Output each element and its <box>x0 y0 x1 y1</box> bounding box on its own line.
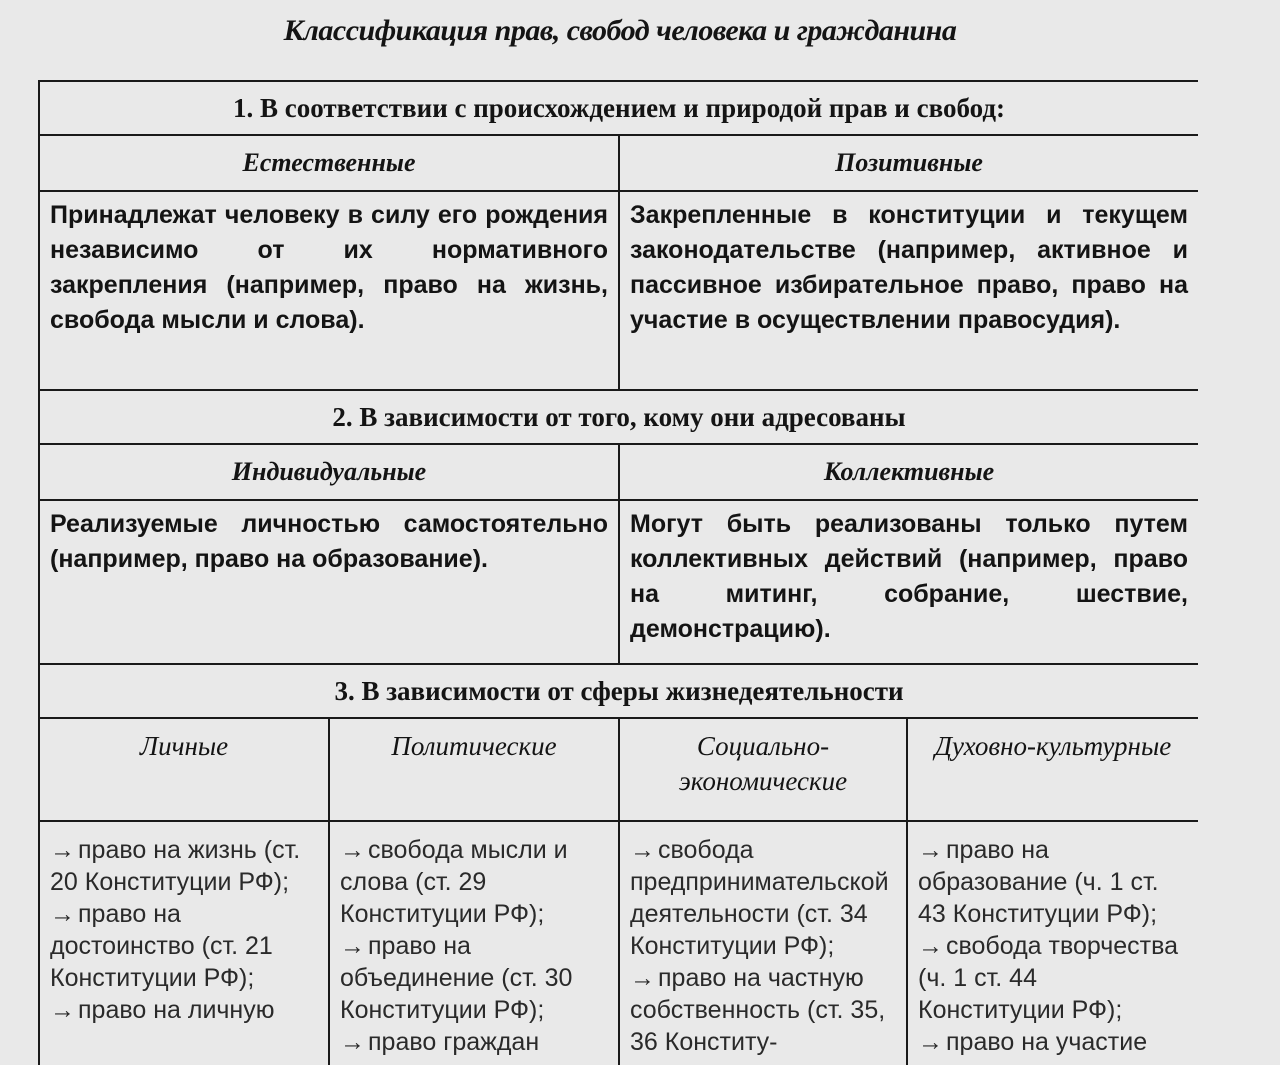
section-1-heading: 1. В соответствии с происхождением и природой прав и свобод: <box>39 81 1198 135</box>
category-spiritual-cultural: Духовно-культурные <box>907 718 1198 821</box>
list-item: → право на частную собственность (ст. 35, 36 Конститу- <box>630 964 886 1056</box>
category-socio-economic: Социально-экономические <box>619 718 907 821</box>
category-collective: Коллективные <box>619 444 1198 500</box>
section-1-description-row <box>39 191 1198 390</box>
category-personal: Личные <box>39 718 329 821</box>
spiritual-cultural-rights-list <box>907 821 1198 1065</box>
category-positive: Позитивные <box>619 135 1198 191</box>
list-item: → свобода мысли и слова (ст. 29 Конституции РФ); <box>340 836 568 928</box>
classification-table <box>38 80 1198 1065</box>
section-3-category-row <box>39 718 1198 821</box>
arrow-right-icon: → <box>340 1028 365 1056</box>
individual-description: Реализуемые личностью самостоятельно (например, право на образование). <box>39 500 619 664</box>
category-political: Политические <box>329 718 619 821</box>
arrow-right-icon: → <box>50 836 75 864</box>
page-title: Классификация прав, свобод человека и гражданина <box>283 14 957 47</box>
section-1-heading-row <box>39 81 1198 135</box>
list-item: → право на достоинство (ст. 21 Конституции РФ); <box>50 900 273 992</box>
socio-economic-rights-list <box>619 821 907 1065</box>
classification-table-wrapper <box>38 80 1198 1065</box>
section-3-heading: 3. В зависимости от сферы жизнедеятельности <box>39 664 1198 718</box>
list-item: → свобода предпринимательской деятельности (ст. 34 Конституции РФ); <box>630 836 889 960</box>
arrow-right-icon: → <box>50 900 75 928</box>
list-item: → право на личную <box>50 996 275 1024</box>
arrow-right-icon: → <box>630 836 655 864</box>
arrow-right-icon: → <box>918 1028 943 1056</box>
section-2-category-row <box>39 444 1198 500</box>
section-2-description-row <box>39 500 1198 664</box>
section-2-heading-row <box>39 390 1198 444</box>
list-item: → право на объединение (ст. 30 Конституции РФ); <box>340 932 573 1024</box>
arrow-right-icon: → <box>50 996 75 1024</box>
arrow-right-icon: → <box>918 836 943 864</box>
list-item: → право граждан <box>340 1028 540 1056</box>
list-item: → право на жизнь (ст. 20 Конституции РФ); <box>50 836 301 896</box>
section-3-items-row <box>39 821 1198 1065</box>
positive-description: Закрепленные в конституции и текущем законодательстве (например, активное и пассивное избирательное право, право на участие в осуществлении правосудия). <box>619 191 1198 390</box>
arrow-right-icon: → <box>340 932 365 960</box>
section-1-category-row <box>39 135 1198 191</box>
arrow-right-icon: → <box>918 932 943 960</box>
natural-description: Принадлежат человеку в силу его рождения независимо от их нормативного закрепления (например, право на жизнь, свобода мысли и слова). <box>39 191 619 390</box>
list-item: → право на образование (ч. 1 ст. 43 Конституции РФ); <box>918 836 1159 928</box>
category-individual: Индивидуальные <box>39 444 619 500</box>
list-item: → свобода творчества (ч. 1 ст. 44 Конституции РФ); <box>918 932 1179 1024</box>
section-3-heading-row <box>39 664 1198 718</box>
arrow-right-icon: → <box>340 836 365 864</box>
list-item: → право на участие <box>918 1028 1148 1056</box>
personal-rights-list <box>39 821 329 1065</box>
political-rights-list <box>329 821 619 1065</box>
arrow-right-icon: → <box>630 964 655 992</box>
section-2-heading: 2. В зависимости от того, кому они адресованы <box>39 390 1198 444</box>
collective-description: Могут быть реализованы только путем коллективных действий (например, право на митинг, собрание, шествие, демонстрацию). <box>619 500 1198 664</box>
category-natural: Естественные <box>39 135 619 191</box>
